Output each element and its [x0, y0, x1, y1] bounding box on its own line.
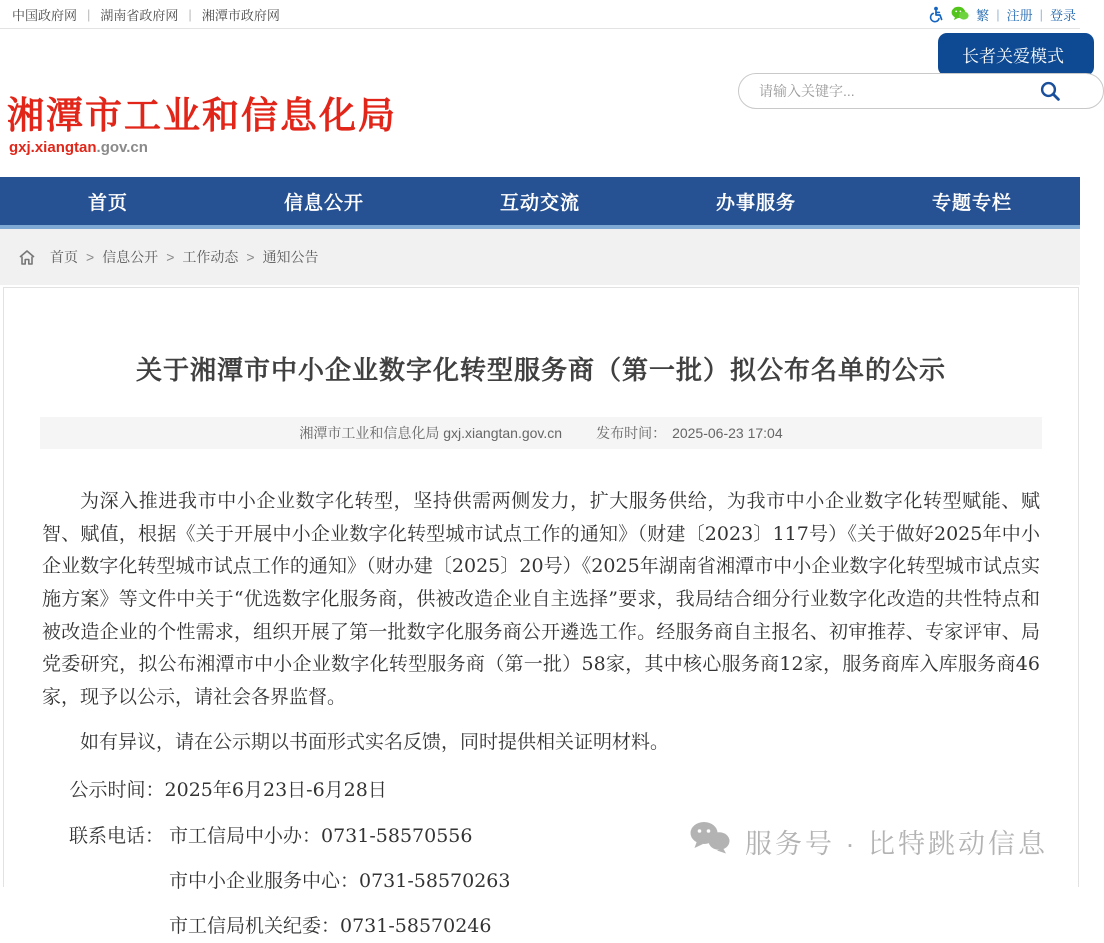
article-source: 湘潭市工业和信息化局 gxj.xiangtan.gov.cn	[299, 425, 563, 441]
publish-time-value: 2025-06-23 17:04	[672, 425, 783, 441]
nav-item-special-topics[interactable]: 专题专栏	[931, 192, 1012, 214]
breadcrumb-info-disclosure[interactable]: 信息公开	[102, 249, 159, 265]
nav-item-home[interactable]: 首页	[87, 192, 128, 214]
article-meta	[40, 417, 1042, 449]
breadcrumb-notices[interactable]: 通知公告	[262, 249, 319, 265]
public-notice-period: 公示时间：2025年6月23日-6月28日	[69, 779, 387, 802]
article-body	[4, 449, 1078, 943]
breadcrumb	[0, 229, 1080, 285]
article-paragraph: 为深入推进我市中小企业数字化转型，坚持供需两侧发力，扩大服务供给，为我市中小企业数字化转型赋能、赋智、赋值，根据《关于开展中小企业数字化转型城市试点工作的通知》（财建〔2023〕117号）《关于做好2025年中小企业数字化转型城市试点工作的通知》（财办建〔2025〕20号）《2025年湖南省湘潭市中小企业数字化转型城市试点实施方案》等文件中关于“优选数字化服务商，供被改造企业自主选择”要求，我局结合细分行业数字化改造的共性特点和被改造企业的个性需求，组织开展了第一批数字化服务商公开遴选工作。经服务商自主报名、初审推荐、专家评审、局党委研究，拟公布湘潭市中小企业数字化转型服务商（第一批）58家，其中核心服务商12家，服务商库入库服务商46家，现予以公示，请社会各界监督。	[42, 490, 1040, 709]
register-link[interactable]: 注册	[1006, 7, 1033, 23]
login-link[interactable]: 登录	[1049, 7, 1076, 23]
breadcrumb-work-updates[interactable]: 工作动态	[182, 249, 239, 265]
domain-highlight: gxj.xiangtan	[9, 139, 97, 156]
contact-line	[42, 910, 1040, 942]
contact-value: 市工信局中小办：0731-58570556	[169, 824, 473, 847]
domain-suffix: .gov.cn	[96, 139, 148, 156]
main-nav	[0, 177, 1080, 229]
contact-label: 联系电话：	[69, 824, 165, 847]
contact-value: 市工信局机关纪委：0731-58570246	[169, 915, 492, 938]
nav-item-info-disclosure[interactable]: 信息公开	[283, 192, 364, 214]
publish-time-label: 发布时间：	[596, 425, 667, 441]
site-header	[0, 29, 1080, 177]
article-title: 关于湘潭市中小企业数字化转型服务商（第一批）拟公布名单的公示	[135, 355, 946, 385]
separator: >	[166, 249, 175, 265]
link-hunan-gov[interactable]: 湖南省政府网	[100, 7, 179, 23]
search-input[interactable]	[757, 82, 1039, 100]
contact-value: 市中小企业服务中心：0731-58570263	[169, 869, 511, 892]
top-bar	[0, 0, 1080, 29]
article-container	[3, 287, 1079, 938]
site-title: 湘潭市工业和信息化局	[7, 95, 397, 136]
gov-links	[12, 5, 280, 24]
site-domain	[9, 139, 148, 156]
separator: |	[188, 6, 192, 22]
contact-line	[42, 820, 1040, 852]
search-box[interactable]	[738, 73, 1104, 109]
separator: >	[246, 249, 255, 265]
article-paragraph: 如有异议，请在公示期以书面形式实名反馈，同时提供相关证明材料。	[80, 730, 670, 753]
nav-item-services[interactable]: 办事服务	[715, 192, 796, 214]
contact-line	[42, 865, 1040, 897]
accessibility-icon[interactable]	[928, 6, 944, 22]
separator: |	[996, 6, 1000, 22]
nav-item-interaction[interactable]: 互动交流	[499, 192, 580, 214]
search-icon[interactable]	[1039, 80, 1061, 102]
traditional-chinese-link[interactable]: 繁	[976, 7, 990, 23]
elder-mode-button[interactable]: 长者关爱模式	[938, 33, 1094, 76]
link-china-gov[interactable]: 中国政府网	[12, 7, 78, 23]
home-icon[interactable]	[18, 249, 36, 266]
top-bar-right	[928, 5, 1076, 24]
separator: |	[1039, 6, 1043, 22]
wechat-icon[interactable]	[951, 6, 969, 22]
separator: |	[87, 6, 91, 22]
link-xiangtan-gov[interactable]: 湘潭市政府网	[201, 7, 280, 23]
separator: >	[86, 249, 95, 265]
watermark-text: 服务号 · 比特跳动信息	[745, 829, 1048, 859]
breadcrumb-home[interactable]: 首页	[50, 249, 78, 265]
